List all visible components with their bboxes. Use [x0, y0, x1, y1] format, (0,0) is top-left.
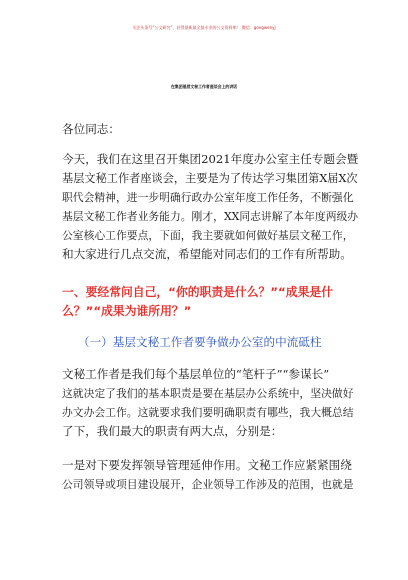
paragraph-1-line-4: 基层文秘工作者业务能力。刚才，XX同志讲解了本年度两级办: [62, 210, 359, 223]
paragraph-1-line-3: 职代会精神，进一步明确行政办公室年度工作任务，不断强化: [62, 191, 354, 204]
paragraph-3-line-1: 一是对下要发挥领导管理延伸作用。文秘工作应紧紧围绕: [62, 458, 352, 472]
paragraph-1-line-1: 今天，我们在这里召开集团2021年度办公室主任专题会暨: [62, 152, 359, 166]
salutation: 各位同志：: [62, 122, 120, 136]
subsection-1-heading: （一）基层文秘工作者要争做办公室的中流砥柱: [78, 335, 322, 349]
section-1-heading-line-2: 么？”“成果为谁所用？”: [62, 304, 192, 318]
paragraph-2-line-1: 文秘工作者是我们每个基层单位的“笔杆子”“参谋长”: [62, 367, 330, 381]
paragraph-1-line-2: 基层文秘工作者座谈会，主要是为了传达学习集团第X届X次: [62, 172, 358, 185]
section-1-heading-line-1: 一、要经常问自己，“你的职责是什么？”“成果是什: [62, 285, 333, 299]
paragraph-3-line-2: 公司领导或项目建设展开，企业领导工作涉及的范围，也就是: [62, 478, 354, 491]
paragraph-2-line-3: 办文办会工作。这就要求我们要明确职责有哪些，我大概总结: [62, 406, 354, 419]
header-promo-note: 关注头条号“公文研究”，获得最新最全最专业的公文资料库！ 微信：gongwenyj: [132, 25, 276, 30]
paragraph-2-line-4: 了下，我们最大的职责有两大点，分别是：: [62, 424, 283, 438]
paragraph-2-line-2: 这就决定了我们的基本职责是要在基层办公系统中，坚决做好: [62, 387, 354, 400]
document-title: 在集团基层文秘工作者座谈会上的讲话: [170, 84, 238, 89]
paragraph-1-line-5: 公室核心工作要点，下面，我主要就如何做好基层文秘工作，: [62, 229, 354, 242]
paragraph-1-line-6: 和大家进行几点交流，希望能对同志们的工作有所帮助。: [62, 247, 352, 261]
